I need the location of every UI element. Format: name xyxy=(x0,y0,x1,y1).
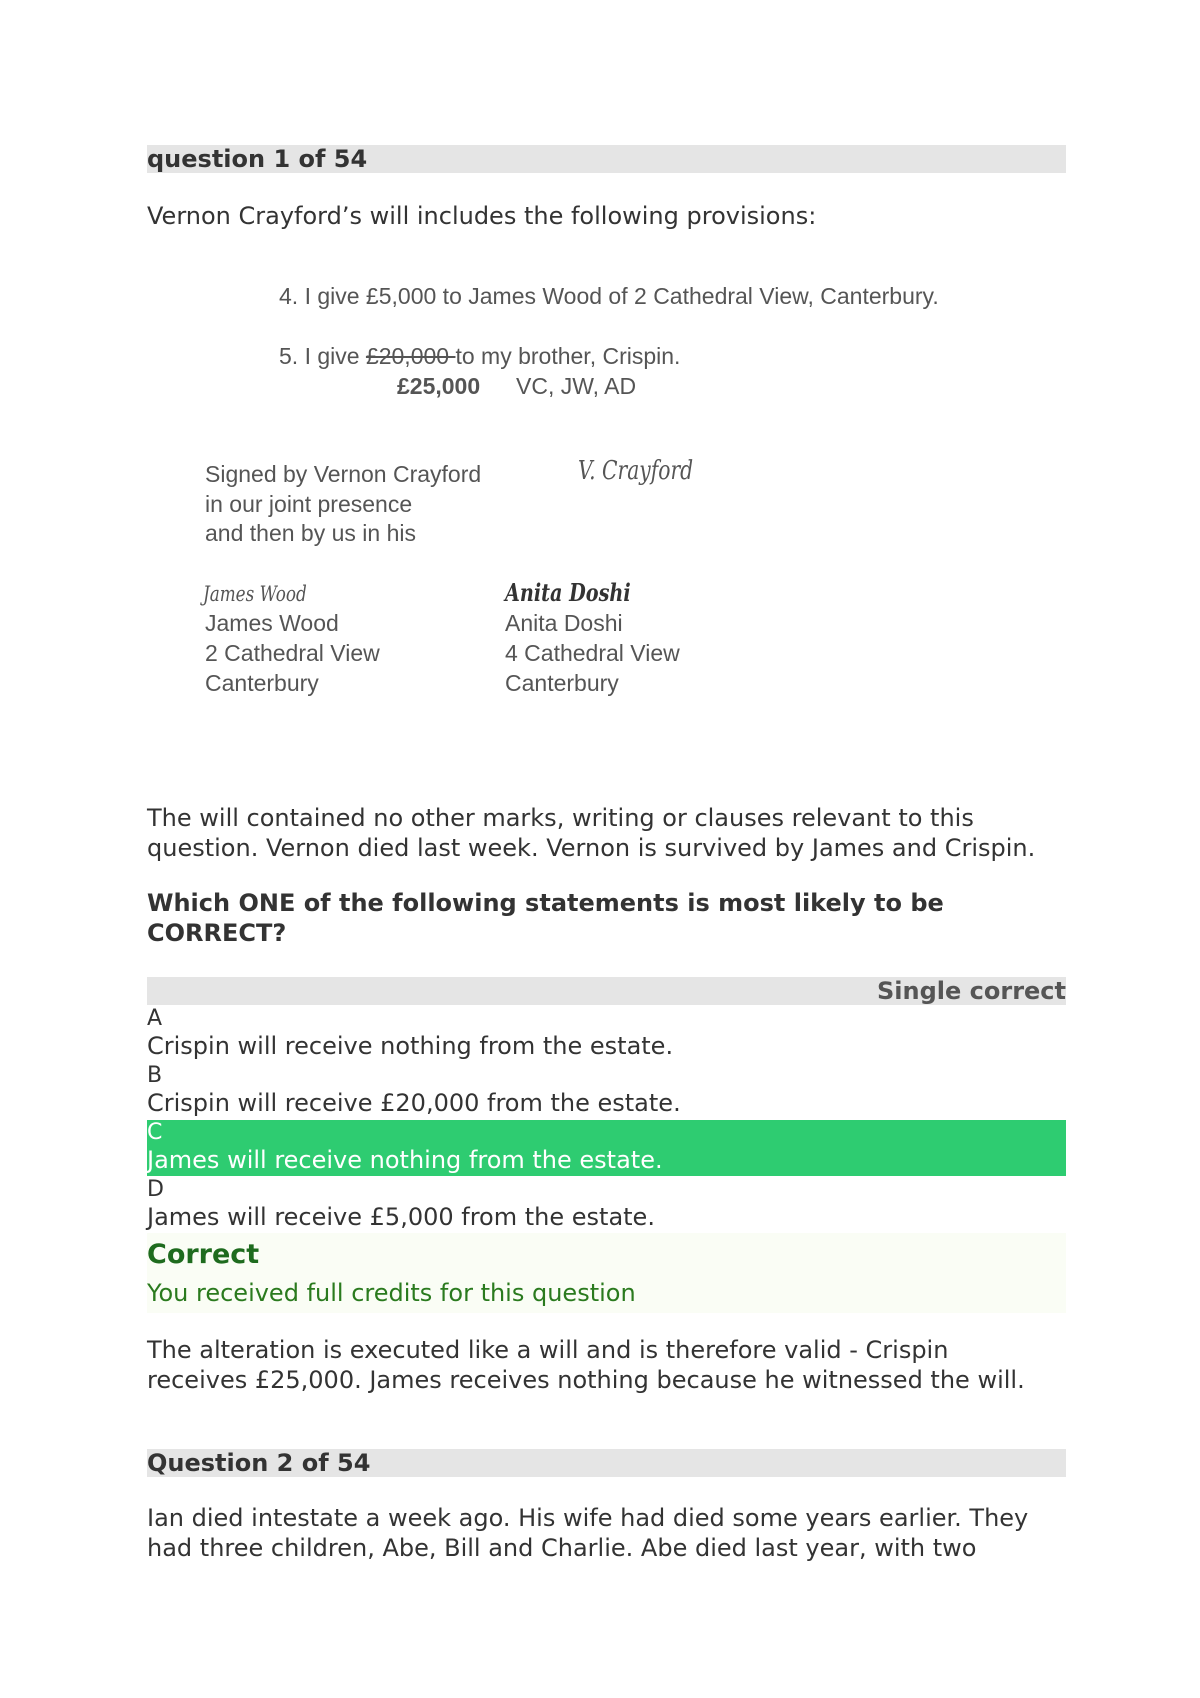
explanation-line-1: The alteration is executed like a will and is therefore valid - Crispin xyxy=(147,1336,949,1364)
question-number: question 1 of 54 xyxy=(147,145,368,173)
context-line-2: question. Vernon died last week. Vernon is survived by James and Crispin. xyxy=(147,834,1036,862)
question-prompt-line-2: CORRECT? xyxy=(147,919,287,947)
clause5-suffix: to my brother, Crispin. xyxy=(455,343,681,369)
testator-signature: V. Crayford xyxy=(578,456,694,486)
clause5-prefix: 5. I give xyxy=(279,343,366,369)
question-2-number: Question 2 of 54 xyxy=(147,1449,371,1477)
answer-type-bar xyxy=(147,977,1066,1005)
question-2-text-line-1: Ian died intestate a week ago. His wife had died some years earlier. They xyxy=(147,1504,1029,1532)
explanation-line-2: receives £25,000. James receives nothing because he witnessed the will. xyxy=(147,1366,1025,1394)
witness2-address1: 4 Cathedral View xyxy=(505,640,680,666)
attestation-line-3: and then by us in his xyxy=(205,520,416,546)
witness2-name: Anita Doshi xyxy=(505,610,623,636)
question-2-text-line-2: had three children, Abe, Bill and Charlie. Abe died last year, with two xyxy=(147,1534,977,1562)
question-2-header xyxy=(147,1449,1066,1477)
option-c-selected[interactable] xyxy=(147,1120,1066,1176)
option-a[interactable] xyxy=(147,1006,1066,1062)
option-d[interactable] xyxy=(147,1177,1066,1233)
alteration-amount: £25,000 xyxy=(397,373,481,399)
feedback-title: Correct xyxy=(147,1239,260,1270)
will-clause-5 xyxy=(279,343,680,370)
alteration-initials: VC, JW, AD xyxy=(516,373,637,399)
option-b[interactable] xyxy=(147,1063,1066,1119)
option-text: Crispin will receive £20,000 from the estate. xyxy=(147,1089,681,1117)
struck-amount: £20,000 xyxy=(365,343,456,369)
witness1-signature: James Wood xyxy=(203,582,307,606)
witness2-signature: Anita Doshi xyxy=(505,578,631,607)
answer-type-label: Single correct xyxy=(877,977,1066,1005)
context-line-1: The will contained no other marks, writing or clauses relevant to this xyxy=(147,804,974,832)
will-clause-4: 4. I give £5,000 to James Wood of 2 Cathedral View, Canterbury. xyxy=(279,283,939,309)
option-letter: C xyxy=(147,1120,163,1145)
option-letter: A xyxy=(147,1006,163,1031)
attestation-line-1: Signed by Vernon Crayford xyxy=(205,461,482,487)
question-prompt-line-1: Which ONE of the following statements is most likely to be xyxy=(147,889,944,917)
attestation-line-2: in our joint presence xyxy=(205,491,413,517)
option-text: James will receive £5,000 from the estate. xyxy=(147,1203,655,1231)
option-text: James will receive nothing from the estate. xyxy=(147,1146,663,1174)
option-text: Crispin will receive nothing from the estate. xyxy=(147,1032,674,1060)
witness1-name: James Wood xyxy=(205,610,339,636)
witness1-address2: Canterbury xyxy=(205,670,319,696)
option-letter: D xyxy=(147,1177,164,1202)
feedback-message: You received full credits for this question xyxy=(147,1279,636,1307)
witness1-address1: 2 Cathedral View xyxy=(205,640,380,666)
question-header xyxy=(147,145,1066,173)
witness2-address2: Canterbury xyxy=(505,670,619,696)
option-letter: B xyxy=(147,1063,163,1088)
feedback-box xyxy=(147,1233,1066,1313)
question-intro: Vernon Crayford’s will includes the following provisions: xyxy=(147,202,817,230)
